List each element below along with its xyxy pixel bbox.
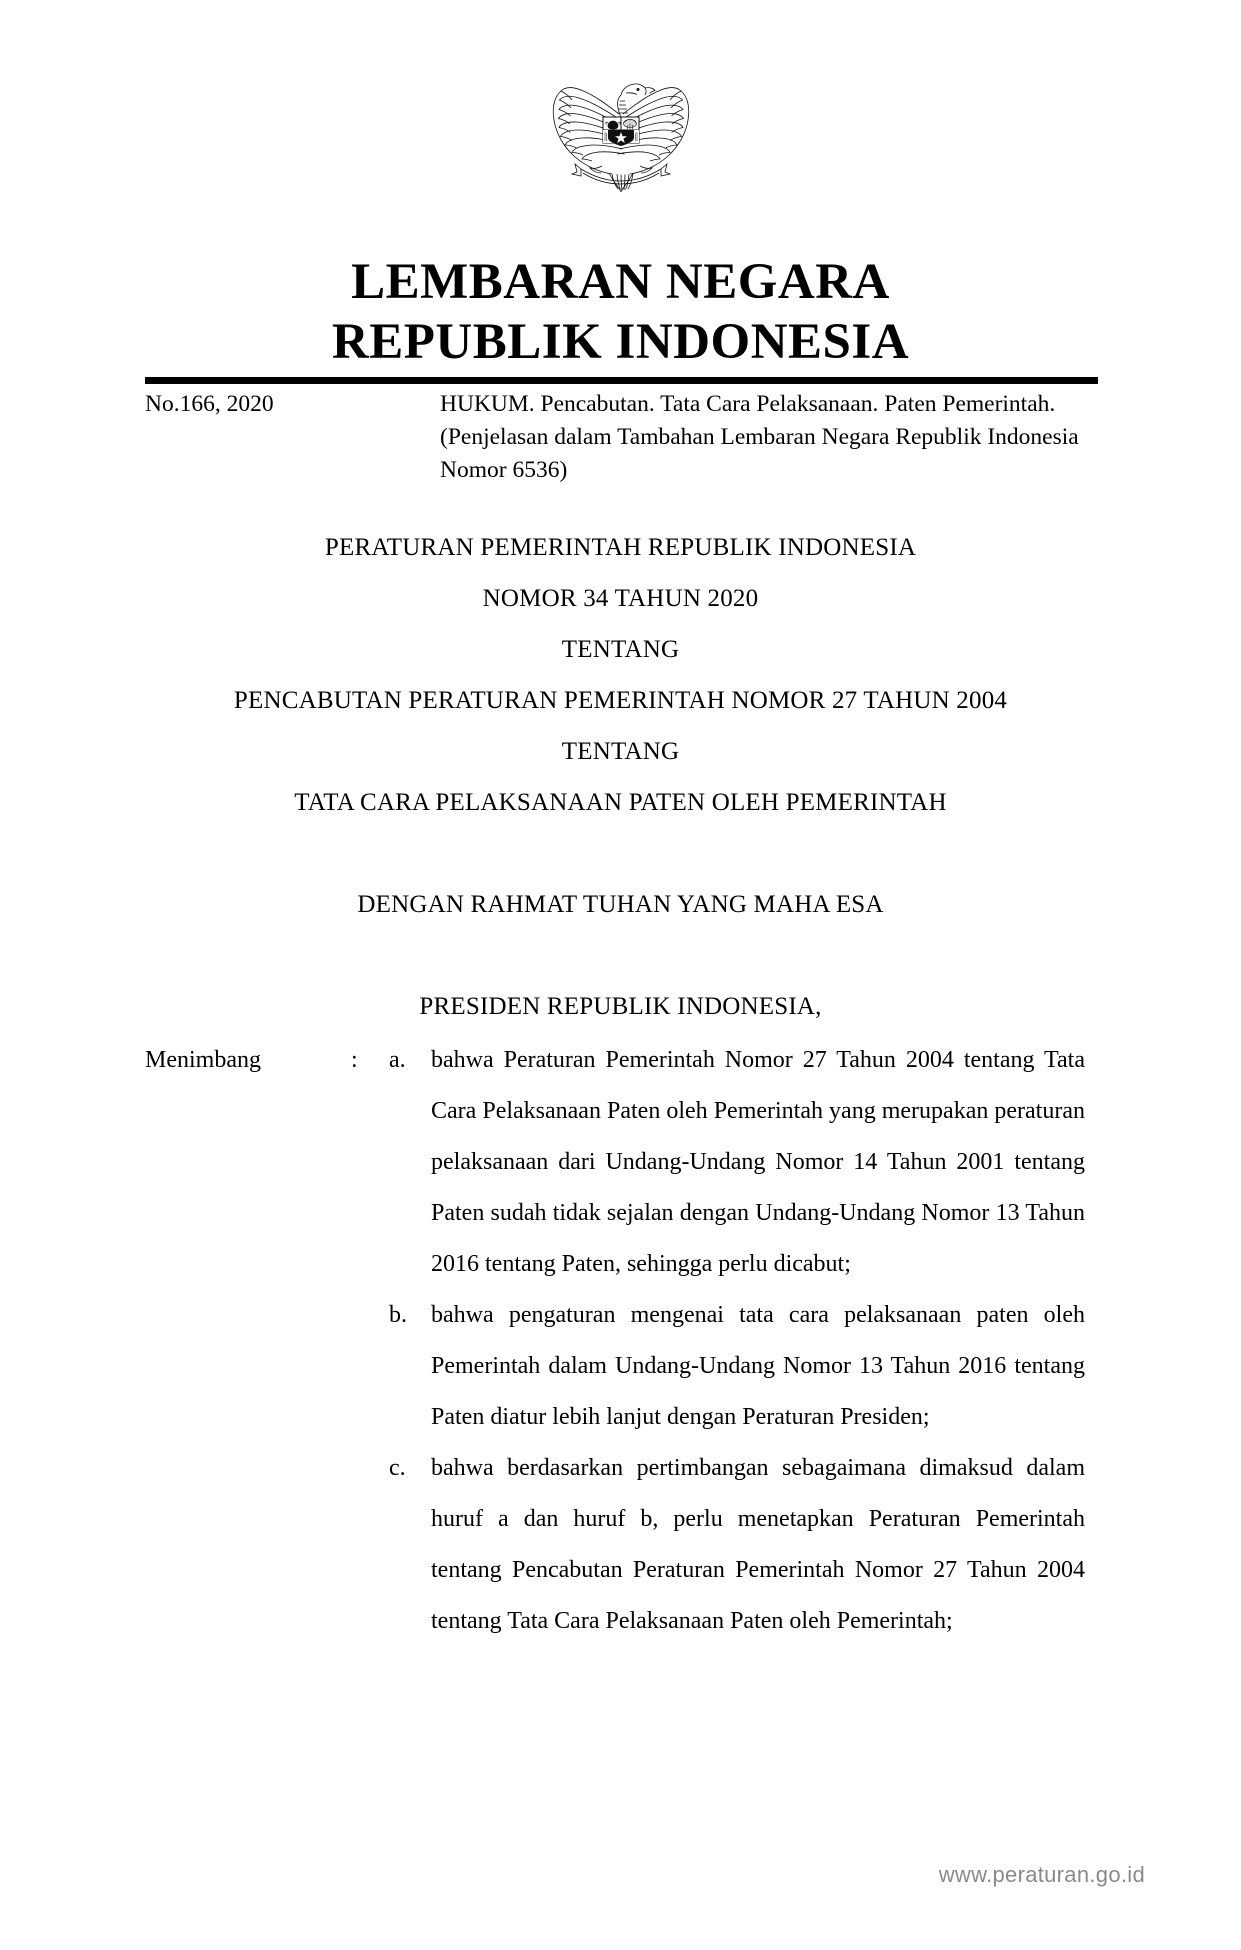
regulation-title-block xyxy=(0,522,1241,1032)
list-item-text: bahwa pengaturan mengenai tata cara pelaksanaan paten oleh Pemerintah dalam Undang-Undang Nomor 13 Tahun 2016 tentang Paten diatur lebih lanjut dengan Peraturan Presiden; xyxy=(431,1302,1085,1430)
title-line-tentang-1: TENTANG xyxy=(561,636,680,663)
gazette-number: No.166, 2020 xyxy=(145,391,274,417)
considering-section xyxy=(145,1035,1085,1647)
title-line-regulation: PERATURAN PEMERINTAH REPUBLIK INDONESIA xyxy=(324,534,917,561)
title-spacer-1 xyxy=(0,828,1241,879)
list-item xyxy=(389,1035,1085,1290)
list-item-marker: a. xyxy=(389,1047,406,1073)
gazette-subject: HUKUM. Pencabutan. Tata Cara Pelaksanaan. Paten Pemerintah. (Penjelasan dalam Tambahan Lembaran Negara Republik Indonesia Nomor 6536) xyxy=(440,391,1079,483)
catalog-line xyxy=(145,388,1098,487)
title-line-number: NOMOR 34 TAHUN 2020 xyxy=(482,585,759,612)
masthead xyxy=(0,252,1241,372)
masthead-line-1: LEMBARAN NEGARA xyxy=(351,254,890,310)
list-item-marker: c. xyxy=(389,1455,406,1481)
considering-items xyxy=(389,1035,1085,1647)
header-divider xyxy=(145,377,1098,384)
title-line-tentang-2: TENTANG xyxy=(561,738,680,765)
title-line-subject-1: PENCABUTAN PERATURAN PEMERINTAH NOMOR 27 TAHUN 2004 xyxy=(233,687,1008,714)
masthead-line-2: REPUBLIK INDONESIA xyxy=(331,314,910,370)
list-item xyxy=(389,1290,1085,1443)
footer xyxy=(0,1862,1241,1888)
footer-watermark: www.peraturan.go.id xyxy=(938,1862,1145,1887)
list-item xyxy=(389,1443,1085,1647)
list-item-text: bahwa berdasarkan pertimbangan sebagaimana dimaksud dalam huruf a dan huruf b, perlu menetapkan Peraturan Pemerintah tentang Pencabutan Peraturan Pemerintah Nomor 27 Tahun 2004 tentang Tata Cara Pelaksanaan Paten oleh Pemerintah; xyxy=(431,1455,1085,1634)
title-line-blessing: DENGAN RAHMAT TUHAN YANG MAHA ESA xyxy=(357,891,884,918)
garuda-pancasila-emblem xyxy=(546,58,696,198)
considering-colon: : xyxy=(351,1047,358,1073)
list-item-marker: b. xyxy=(389,1302,407,1328)
title-spacer-2 xyxy=(0,930,1241,981)
considering-row xyxy=(145,1035,1085,1647)
emblem-container xyxy=(0,58,1241,198)
considering-label: Menimbang xyxy=(145,1047,261,1073)
list-item-text: bahwa Peraturan Pemerintah Nomor 27 Tahun 2004 tentang Tata Cara Pelaksanaan Paten oleh Pemerintah yang merupakan peraturan pelaksanaan dari Undang-Undang Nomor 14 Tahun 2001 tentang Paten sudah tidak sejalan dengan Undang-Undang Nomor 13 Tahun 2016 tentang Paten, sehingga perlu dicabut; xyxy=(431,1047,1085,1277)
title-line-subject-2: TATA CARA PELAKSANAAN PATEN OLEH PEMERINTAH xyxy=(294,789,947,816)
title-line-president: PRESIDEN REPUBLIK INDONESIA, xyxy=(419,993,822,1020)
